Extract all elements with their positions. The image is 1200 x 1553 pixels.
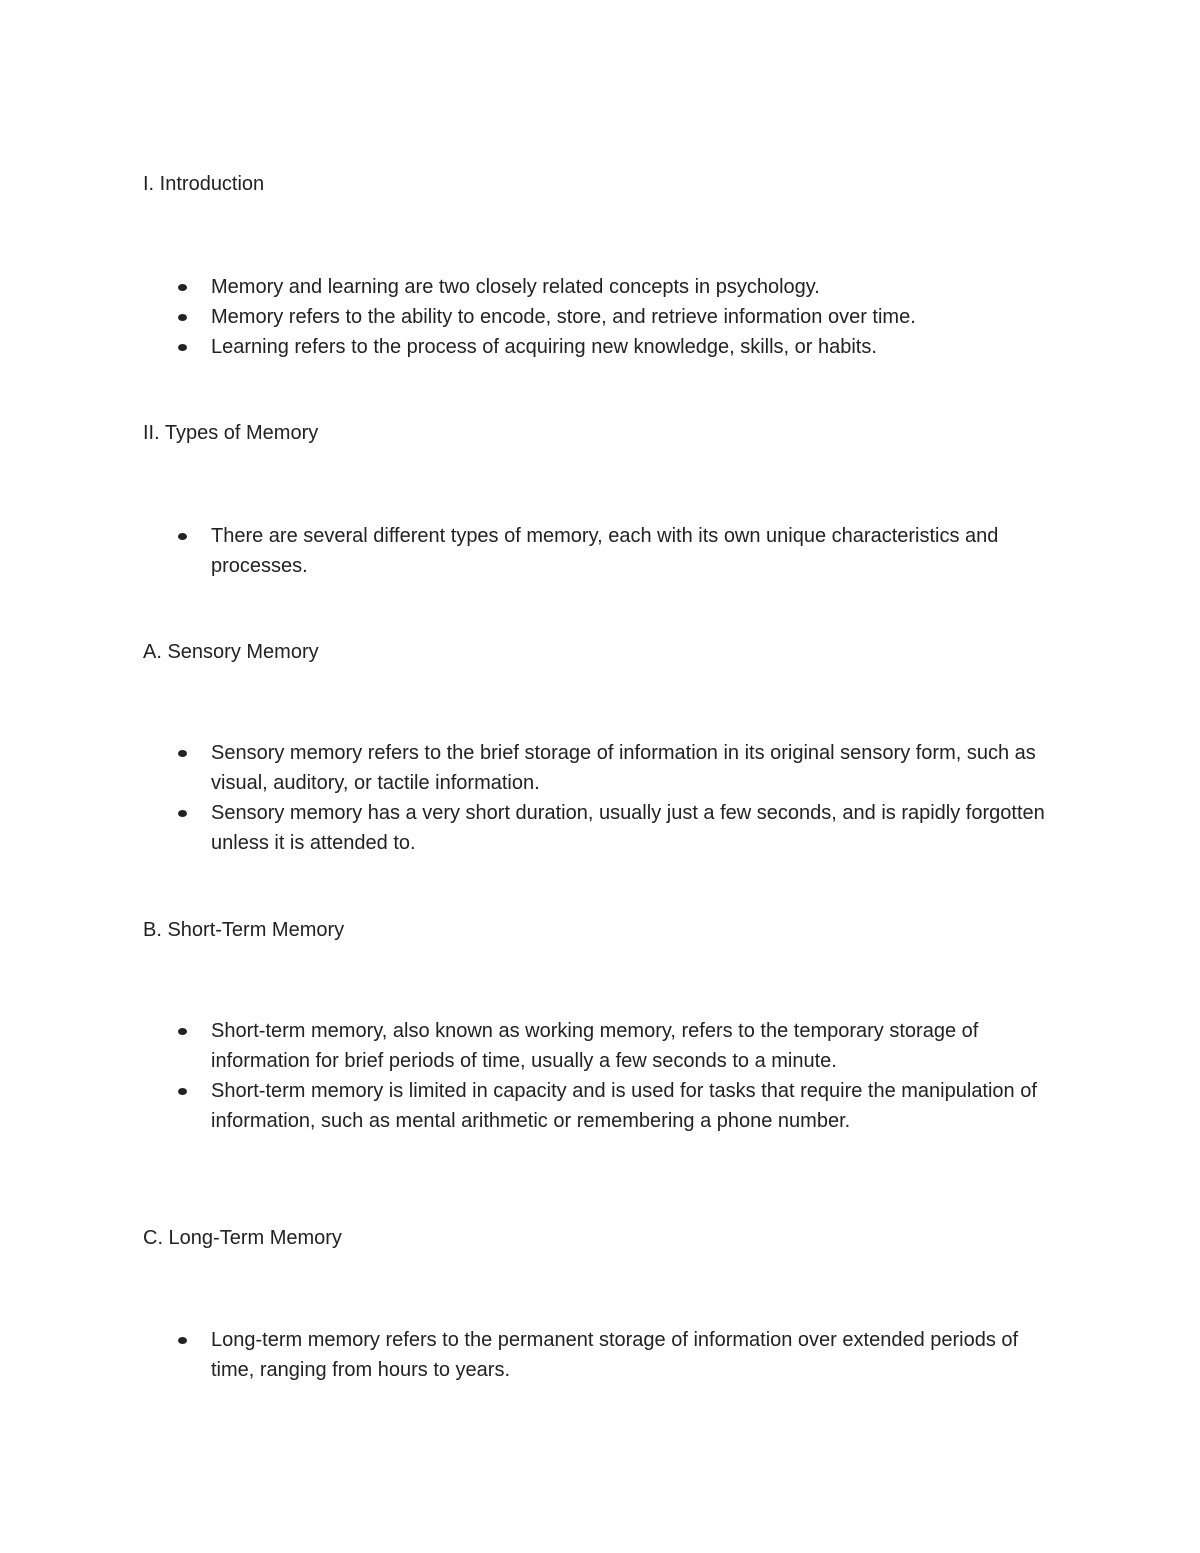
list-item: [211, 521, 1061, 581]
list-item-text: Sensory memory refers to the brief storage of information in its original sensory form, such as visual, auditory, or tactile information.: [211, 742, 1036, 794]
bullet-icon: [178, 314, 187, 321]
list-item-text: Memory and learning are two closely related concepts in psychology.: [211, 276, 820, 298]
list-item: [211, 332, 1061, 362]
list-item: [211, 302, 1061, 332]
bullet-icon: [178, 1088, 187, 1095]
section-heading-sensory-memory: A. Sensory Memory: [143, 641, 319, 663]
bullet-icon: [178, 1337, 187, 1344]
bullet-icon: [178, 533, 187, 540]
sensory-memory-bullet-list: [211, 738, 1061, 858]
section-heading-long-term-memory: C. Long-Term Memory: [143, 1227, 342, 1249]
bullet-icon: [178, 750, 187, 757]
list-item-text: Long-term memory refers to the permanent storage of information over extended periods of time, ranging from hours to years.: [211, 1329, 1019, 1381]
introduction-bullet-list: [211, 272, 1061, 362]
bullet-icon: [178, 810, 187, 817]
list-item: [211, 738, 1061, 798]
list-item: [211, 1076, 1061, 1136]
short-term-memory-bullet-list: [211, 1016, 1061, 1136]
list-item: [211, 1016, 1061, 1076]
list-item-text: Sensory memory has a very short duration, usually just a few seconds, and is rapidly forgotten unless it is attended to.: [211, 802, 1045, 854]
list-item: [211, 272, 1061, 302]
list-item-text: Learning refers to the process of acquiring new knowledge, skills, or habits.: [211, 336, 877, 358]
types-of-memory-bullet-list: [211, 521, 1061, 581]
bullet-icon: [178, 344, 187, 351]
list-item-text: Short-term memory is limited in capacity and is used for tasks that require the manipulation of information, such as mental arithmetic or remembering a phone number.: [211, 1080, 1037, 1132]
section-heading-types-of-memory: II. Types of Memory: [143, 422, 319, 444]
section-heading-introduction: I. Introduction: [143, 173, 265, 195]
list-item-text: Memory refers to the ability to encode, store, and retrieve information over time.: [211, 306, 916, 328]
bullet-icon: [178, 284, 187, 291]
section-heading-short-term-memory: B. Short-Term Memory: [143, 919, 345, 941]
list-item-text: There are several different types of memory, each with its own unique characteristics and processes.: [211, 525, 999, 577]
list-item-text: Short-term memory, also known as working memory, refers to the temporary storage of information for brief periods of time, usually a few seconds to a minute.: [211, 1020, 979, 1072]
list-item: [211, 798, 1061, 858]
list-item: [211, 1325, 1061, 1385]
bullet-icon: [178, 1028, 187, 1035]
long-term-memory-bullet-list: [211, 1325, 1061, 1385]
